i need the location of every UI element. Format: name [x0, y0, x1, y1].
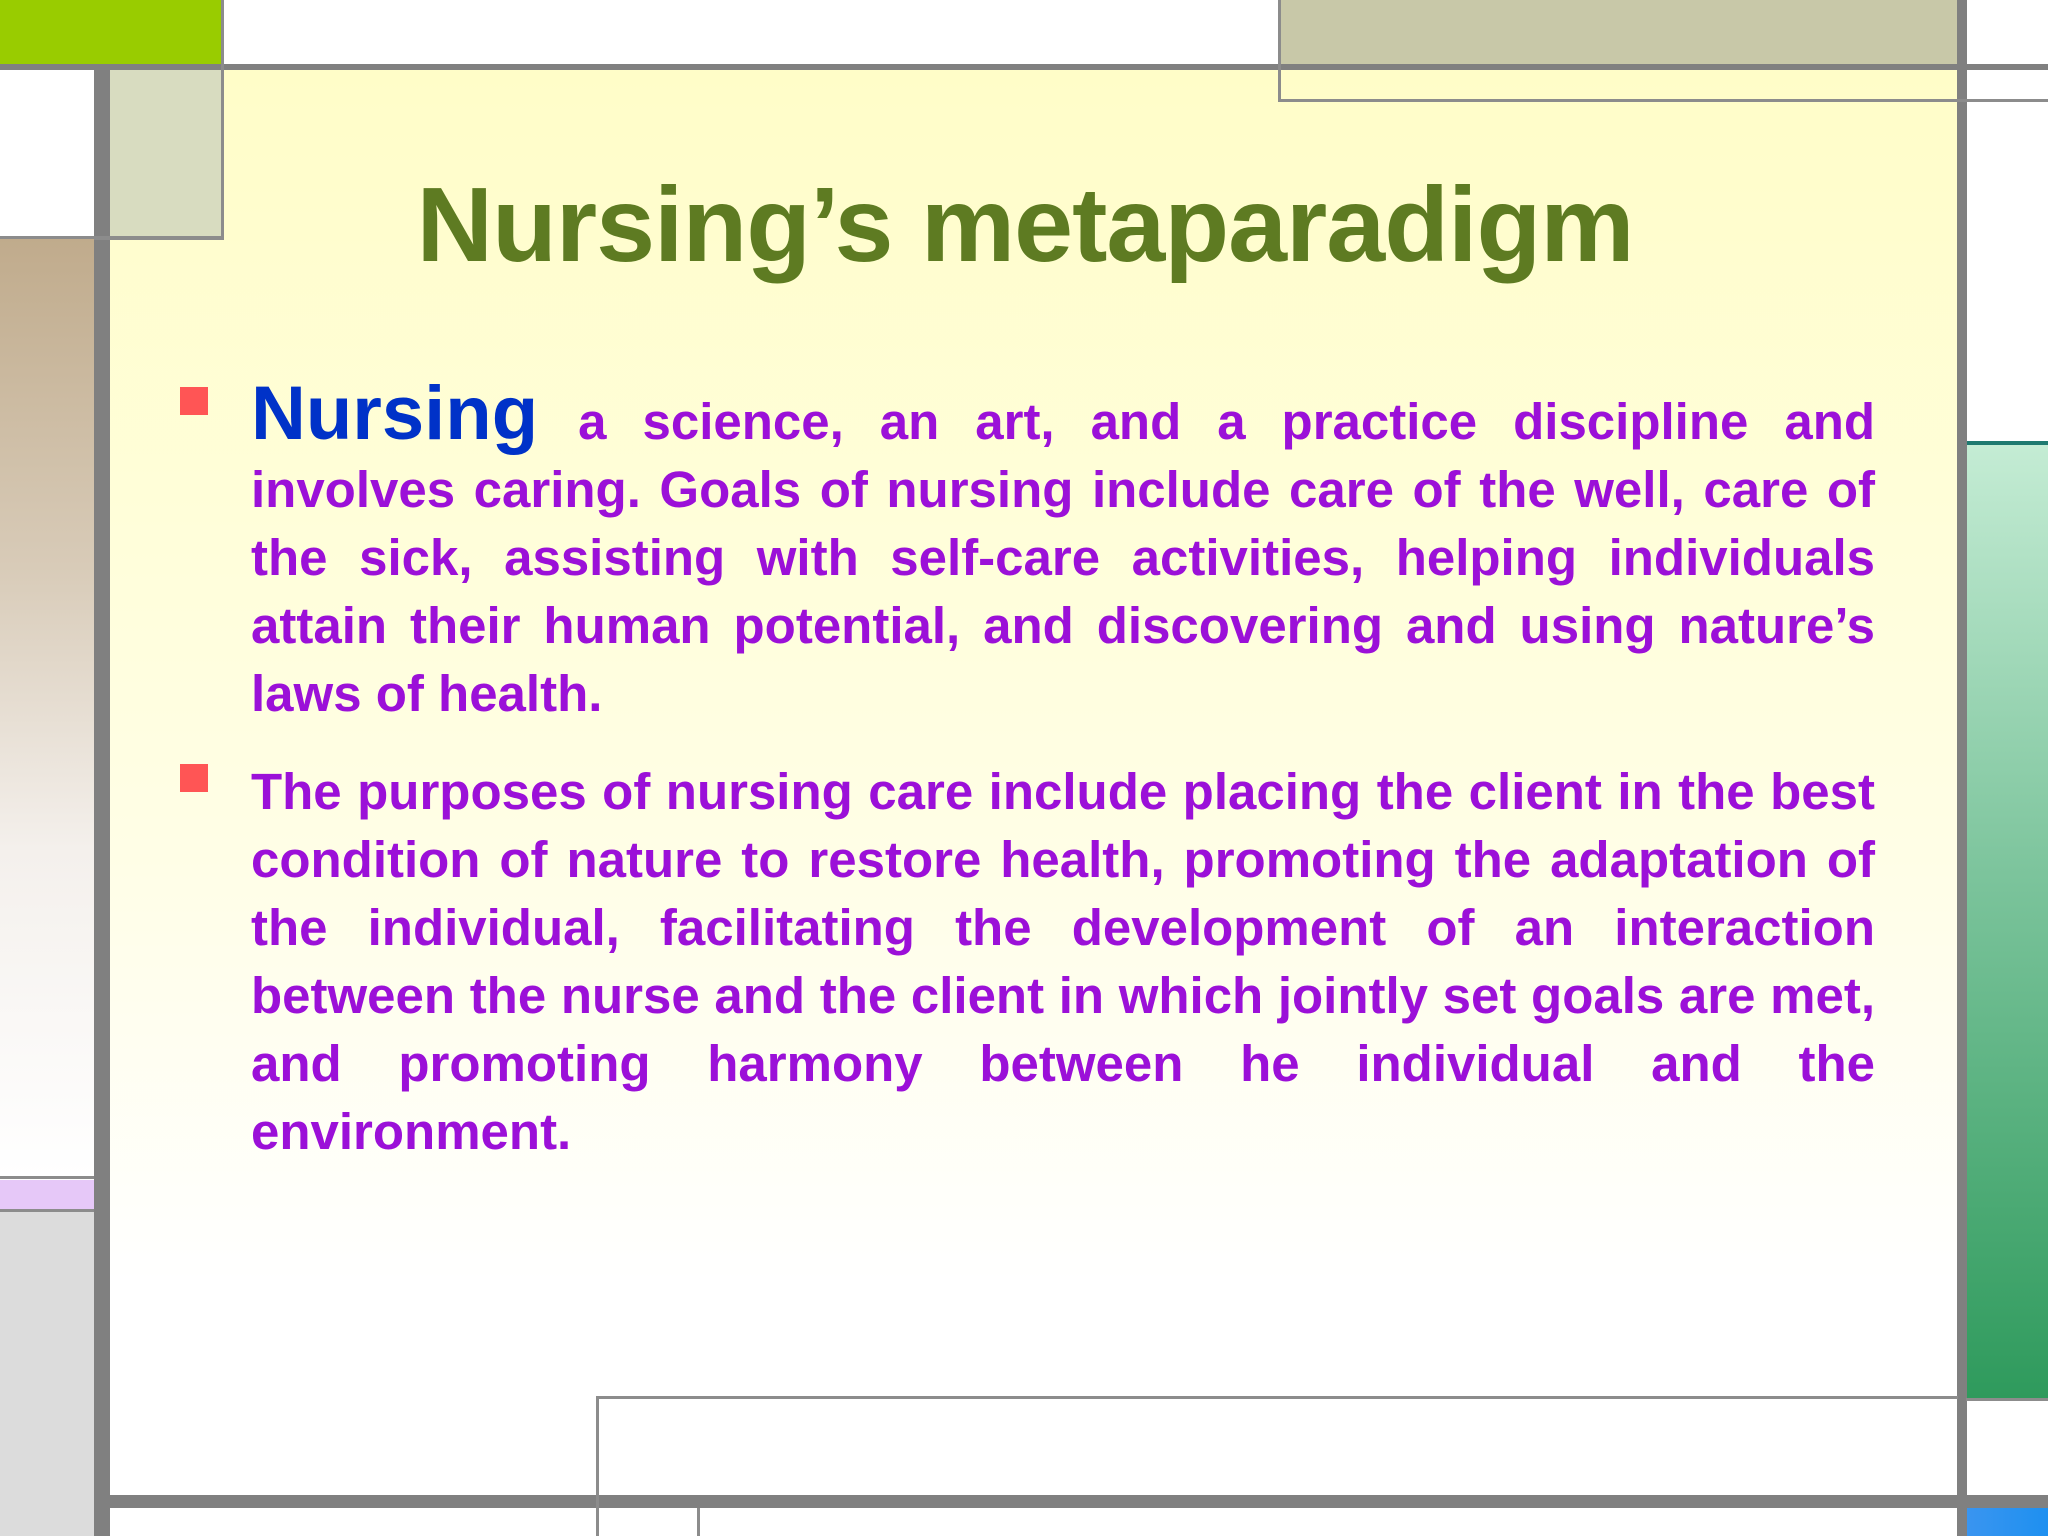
frame-line-beige-bottom — [1278, 99, 2048, 102]
frame-line-right-outer — [1966, 1398, 2048, 1401]
bullet-marker-1 — [180, 387, 208, 415]
frame-line-bottom — [94, 1495, 2048, 1508]
frame-line-left-lavender-top — [0, 1176, 94, 1179]
frame-line-right — [1957, 0, 1967, 1536]
decor-right-teal-line — [1962, 441, 2048, 445]
bullet-text-2: The purposes of nursing care include placing the client in the best condition of nature to restore health, promoting the adaptation of the individual, facilitating the development of an interaction between the nurse and the client in which jointly set goals are met, and promoting harmony between he individual and the environment. — [251, 763, 1875, 1160]
bullet-paragraph-2 — [251, 758, 1875, 1166]
frame-line-beige-left — [1278, 0, 1281, 102]
decor-bottom-white-box — [596, 1398, 1960, 1536]
decor-left-gradient-bar — [0, 238, 94, 1178]
frame-line-top — [0, 64, 2048, 70]
frame-line-bottom-box-top — [596, 1396, 1958, 1399]
frame-line-bottom-bar-left — [697, 1508, 700, 1536]
frame-line-left-lavender-bottom — [0, 1209, 94, 1212]
decor-top-beige-block — [1280, 0, 1958, 64]
decor-green-square — [0, 0, 222, 64]
frame-line-left — [94, 64, 110, 1536]
bullet-marker-2 — [180, 764, 208, 792]
decor-left-lavender-strip — [0, 1180, 94, 1210]
slide-title: Nursing’s metaparadigm — [416, 166, 1634, 284]
bullet-paragraph-1 — [251, 371, 1875, 728]
bullet-text-1: a science, an art, and a practice discipline and involves caring. Goals of nursing include care of the well, care of the sick, assisting with self-care activities, helping individuals attain their human potential, and discovering and using nature’s laws of health. — [251, 393, 1875, 722]
decor-right-green-bar — [1966, 445, 2048, 1400]
decor-left-gray-block — [0, 1212, 94, 1536]
frame-line-left-upper — [0, 236, 94, 239]
bullet-term-nursing: Nursing — [251, 371, 539, 456]
frame-line-bottom-box-left — [596, 1396, 599, 1536]
